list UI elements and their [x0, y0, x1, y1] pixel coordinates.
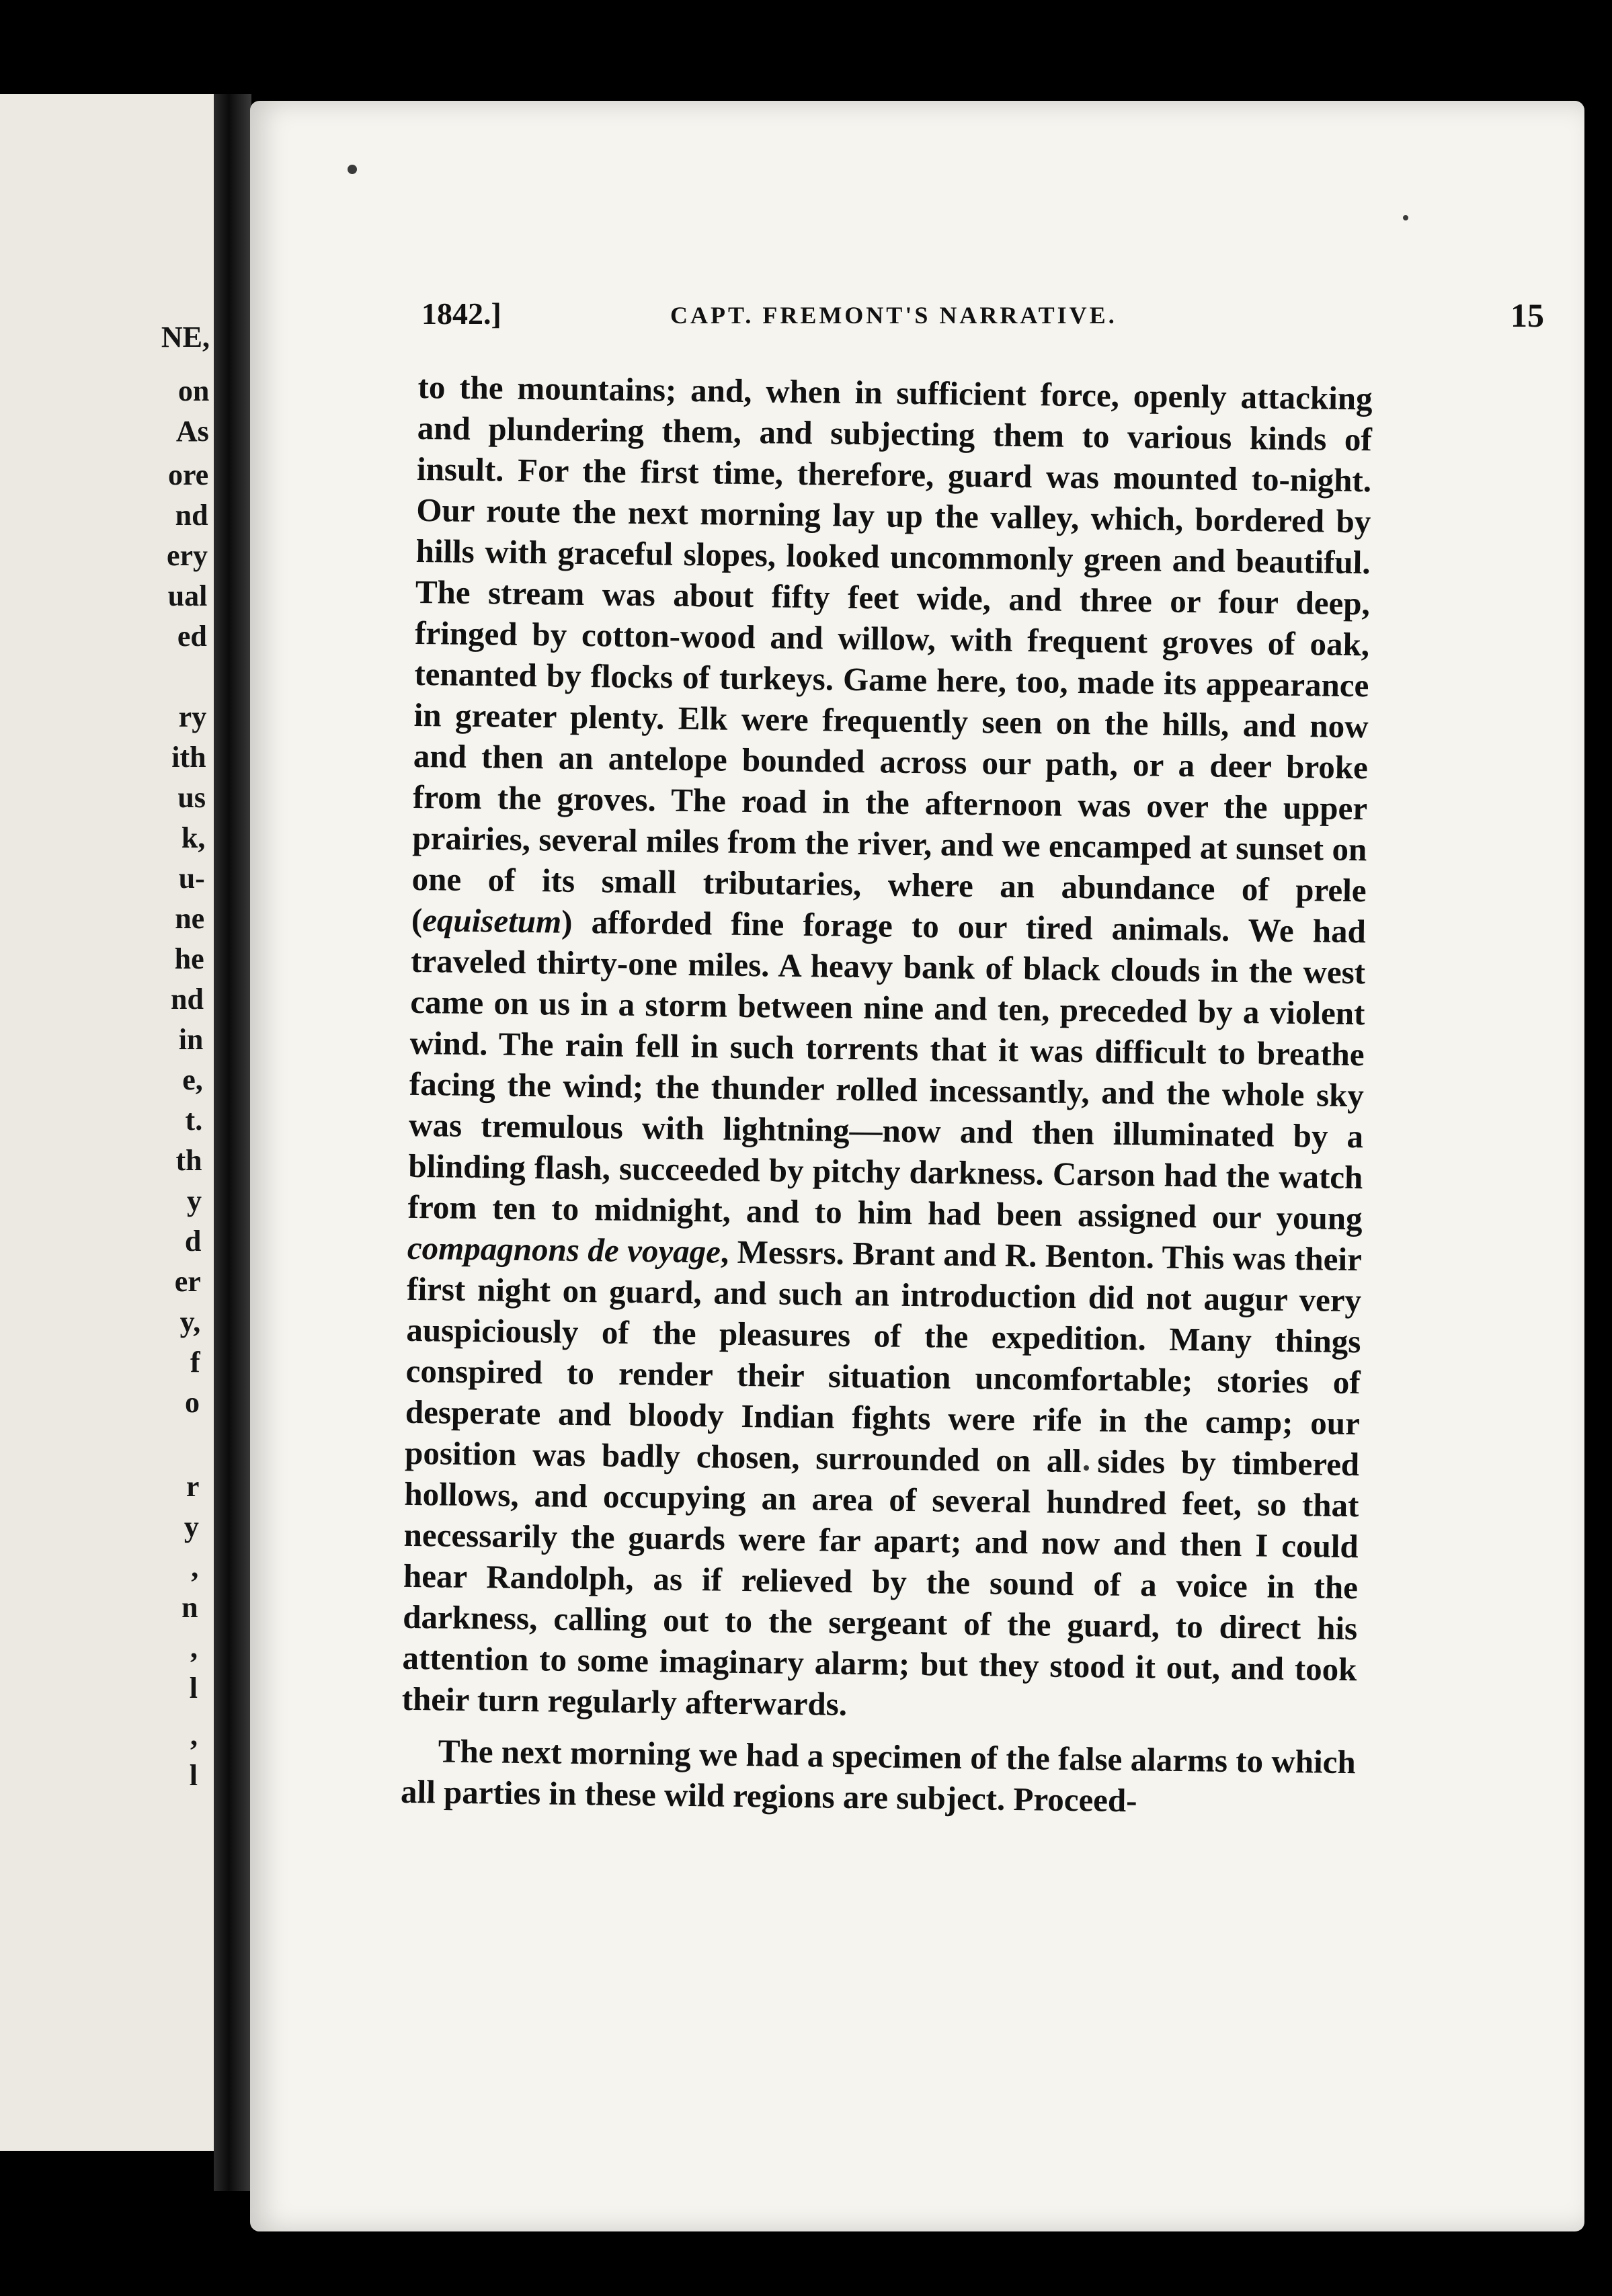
- page-speck: [348, 165, 357, 174]
- facing-page-fragment: ery: [166, 539, 208, 572]
- running-head: [421, 296, 1584, 336]
- facing-page-fragment: u-: [178, 862, 205, 895]
- book-spine: [214, 94, 251, 2191]
- facing-page-fragment: he: [174, 942, 204, 975]
- facing-page-fragment: NE,: [161, 321, 210, 354]
- facing-page-fragment: y: [187, 1184, 202, 1217]
- facing-page-fragment: k,: [181, 821, 206, 854]
- facing-page-fragment: er: [174, 1265, 201, 1298]
- facing-page-fragment: th: [175, 1144, 202, 1177]
- facing-page: [0, 94, 222, 2151]
- facing-page-fragment: nd: [175, 499, 208, 532]
- facing-page-fragment: l: [189, 1759, 198, 1792]
- facing-page-fragment: ,: [191, 1551, 199, 1584]
- facing-page-fragment: ne: [175, 902, 205, 935]
- running-head-year: 1842.]: [421, 296, 501, 331]
- facing-page-fragment: l: [189, 1672, 198, 1705]
- facing-page-fragment: ,: [190, 1631, 198, 1664]
- page-number: 15: [1510, 296, 1544, 334]
- facing-page-fragment: us: [177, 781, 206, 814]
- page-speck: [1403, 215, 1408, 220]
- paragraph-text: ) afforded fine forage to our tired animals. We had traveled thirty-one miles. A heavy bank of black clouds in the west came on us in a storm between nine and ten, preceded by a violent wind. The rain fell in such torrents that it was difficult to breathe facing the wind; the thunder rolled incessantly, and the whole sky was tremulous with lightning—now and then illuminated by a blinding flash, succeeded by pitchy darkness. Carson had the watch from ten to midnight, and to him had been assigned our young: [407, 903, 1367, 1237]
- facing-page-fragment: As: [175, 415, 209, 448]
- facing-page-fragment: ual: [167, 579, 208, 612]
- facing-page-fragment: d: [184, 1225, 202, 1258]
- italic-term: equisetum: [421, 901, 562, 940]
- facing-page-fragment: f: [190, 1346, 200, 1379]
- facing-page-fragment: ore: [167, 458, 209, 491]
- running-head-title: CAPT. FREMONT'S NARRATIVE.: [670, 302, 1117, 329]
- facing-page-text-fragments: [0, 94, 222, 2151]
- facing-page-fragment: ,: [190, 1719, 198, 1752]
- facing-page-fragment: t.: [185, 1104, 203, 1137]
- paragraph-text: , Messrs. Brant and R. Benton. This was their first night on guard, and such an introduction did not augur very auspiciously of the pleasures of the expedition. Many things conspired to render their situation uncomfortable; stories of desperate and bloody Indian fights were rife in the camp; our position was badly chosen, surrounded on all sides by timbered hollows, and occupying an area of several hundred feet, so that necessarily the guards were far apart; and now and then I could hear Randolph, as if relieved by the sound of a voice in the darkness, calling out to the sergeant of the guard, to direct his attention to some imaginary alarm; but they stood it out, and took their turn regularly afterwards.: [401, 1233, 1363, 1723]
- facing-page-fragment: r: [186, 1470, 200, 1503]
- facing-page-fragment: nd: [171, 983, 204, 1016]
- facing-page-fragment: n: [182, 1591, 198, 1624]
- paragraph-text: to the mountains; and, when in sufficient force, openly attacking and plundering them, and subjecting them to various kinds of insult. For the first time, therefore, guard was mounted to-night. Our route the next morning lay up the valley, which, bordered by hills with graceful slopes, looked uncommonly green and beautiful. The stream was about fifty feet wide, and three or four deep, fringed by cotton-wood and willow, with frequent groves of oak, tenanted by flocks of turkeys. Game here, too, made its appearance in greater plenty. Elk were frequently seen on the hills, and now and then an antelope bounded across our path, or a deer broke from the groves. The road in the afternoon was over the upper prairies, several miles from the river, and we encamped at sunset on one of its small tributaries, where an abundance of prele (: [411, 368, 1373, 939]
- facing-page-fragment: on: [177, 374, 210, 407]
- paragraph: [401, 366, 1372, 1731]
- facing-page-fragment: e,: [182, 1063, 203, 1096]
- facing-page-fragment: in: [178, 1023, 204, 1056]
- facing-page-fragment: ry: [178, 700, 207, 733]
- facing-page-fragment: ed: [177, 620, 207, 653]
- facing-page-fragment: y,: [179, 1305, 201, 1338]
- paragraph: The next morning we had a specimen of the false alarms to which all parties in these wild regions are subject. Proceed-: [400, 1732, 1357, 1819]
- facing-page-fragment: ith: [171, 741, 206, 774]
- italic-phrase: compagnons de voyage: [407, 1229, 721, 1270]
- facing-page-fragment: y: [184, 1510, 199, 1543]
- facing-page-fragment: o: [185, 1386, 200, 1419]
- body-text: [401, 366, 1373, 1823]
